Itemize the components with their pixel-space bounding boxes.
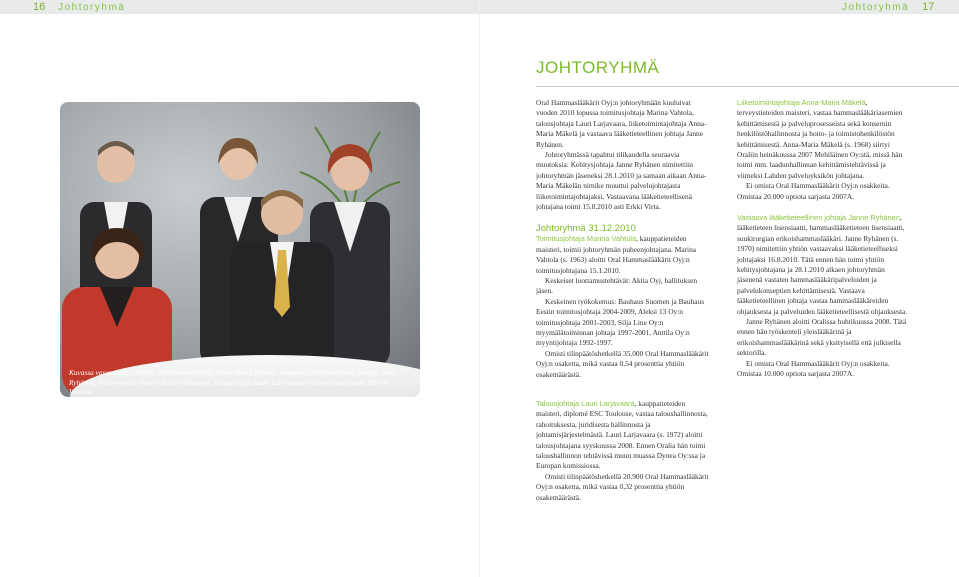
ryhanen-role: Vastaava lääketieteellinen johtaja Janne Ryhänen (737, 213, 900, 222)
team-subheading: Johtoryhmä 31.12.2010 (536, 223, 636, 234)
makela-paragraph (737, 98, 911, 181)
larjavaara-role: Talousjohtaja Lauri Larjavaara (536, 399, 635, 408)
text-column-1-team (536, 224, 712, 380)
vahtola-text: , kauppatieteiden maisteri, toimii johtoryhmän puheenjohtajana. Marina Vahtola (s. 1963) aloitti Oral Hammaslääkärit Oyj:n toimitusjohtajana 15.1.2010. (536, 234, 697, 275)
group-photo-illustration (60, 102, 420, 397)
ryhanen-paragraph (737, 213, 911, 317)
ryhanen-shares: Ei omista Oral Hammaslääkärit Oyj:n osakkeita. Omistaa 10.000 optiota sarjasta 2007A. (737, 358, 890, 379)
makela-role: Liiketoimintajohtaja Anna-Maria Mäkelä (737, 98, 866, 107)
vahtola-paragraph (536, 234, 712, 276)
page-title: JOHTORYHMÄ (536, 58, 660, 77)
text-column-2 (737, 98, 911, 202)
changes-paragraph: Johtoryhmässä tapahtui tilikaudella seuraavia muutoksia: Kehitysjohtaja Janne Ryhänen nimitettiin johtoryhmän jäseneksi 28.1.2010 ja samaan aikaan Anna-Maria Mäkelän nimike muuttui palvelujohtajasta liiketoimintajohtajaksi. Vastaavana lääketieteellisenä johtajana toimi 15.8.2010 asti Erkki Virta. (536, 150, 707, 212)
vahtola-experience: Keskeinen työkokemus: Bauhaus Suomen ja Bauhaus Eestin toimitusjohtaja 2004-2009, Aleksi 13 Oy:n toimitusjohtaja 2001-2003, Silja Line Oy:n myymälätoiminnan johtaja 1997-2001, Anttila Oy:n myyntijohtaja 1992-1997. (536, 296, 705, 348)
larjavaara-shares: Omisti tilinpäätöshetkellä 20.900 Oral Hammaslääkärit Oyj:n osaketta, mikä vastaa 0,32 prosenttia yhtiön osakemäärästä. (536, 471, 709, 502)
vahtola-shares: Omisti tilinpäätöshetkellä 35.000 Oral Hammaslääkärit Oyj:n osaketta, mikä vastaa 0,54 prosenttia yhtiön osakemäärästä. (536, 348, 709, 379)
right-page-number: 17 (922, 1, 935, 13)
ryhanen-background: Janne Ryhänen aloitti Oralissa huhtikuussa 2008. Tätä ennen hän työskenteli yleislääkärinä ja erikoishammaslääkärinä sekä yksityisellä että julkisella sektorilla. (737, 317, 907, 358)
larjavaara-paragraph (536, 399, 712, 472)
text-column-1 (536, 98, 712, 212)
management-team-photo (60, 102, 420, 397)
makela-text: , terveystieteiden maisteri, vastaa hammaslääkäriasemien kehittämisestä ja palveluprosesseista sekä konsernin henkilöstöhallinnosta ja hoito- ja toimistohenkilöstön kehittämisestä. Anna-Maria Mäkelä (s. 1968) siirtyi Oraliin heinäkuussa 2007 Mehiläinen Oy:stä, missä hän toimi mm. laadunhallinnan kehittämistehtävissä ja viimeksi Lahden palveluyksikön johtajana. (737, 98, 903, 180)
page-spine (479, 0, 480, 577)
larjavaara-text: , kauppatieteiden maisteri, diplomé ESC Toulouse, vastaa taloushallinnosta, rahoituksesta, juridisesta hallinnosta ja johtamisjärjestelmästä. Lauri Larjavaara (s. 1972) aloitti talousjohtajana syyskuussa 2008. Ennen Oralia hän toimi taloushallinnon tehtävissä muun muassa Dynea Oy:ssa ja Europan komissiossa. (536, 399, 708, 471)
intro-paragraph: Oral Hammaslääkärit Oyj:n johtoryhmään kuuluivat vuoden 2010 lopussa toimitusjohtaja Marina Vahtola, talousjohtaja Lauri Larjavaara, liiketoimintajohtaja Anna-Maria Mäkelä ja vastaava lääketieteellinen johtaja Janne Ryhänen. (536, 98, 707, 149)
photo-caption: Kuvassa vasemmalta oikealle liiketoimintajohtaja Anna-Maria Mäkelä, vastaava lääketieteellinen johtaja Janne Ryhänen, johtoryhmän sihteeri Helena Tikanoja, talousjohtaja Lauri Larjavaara sekä toimitusjohtaja Marina Vahtola. (69, 368, 398, 397)
left-page-header (33, 0, 125, 14)
left-running-title: Johtoryhmä (58, 2, 126, 13)
right-page-header (842, 0, 934, 14)
makela-shares: Ei omista Oral Hammaslääkärit Oyj:n osakkeita. Omistaa 20.000 optiota sarjasta 2007A. (737, 181, 890, 201)
vahtola-positions: Keskeiset luottamustehtävät: Aktia Oyj, hallituksen jäsen. (536, 276, 698, 296)
vahtola-role: Toimitusjohtaja Marina Vahtola (536, 234, 637, 244)
text-column-1-larjavaara (536, 399, 712, 503)
title-rule (536, 86, 959, 87)
left-page-number: 16 (33, 1, 46, 13)
ryhanen-text: , lääketieteen lisensiaatti, hammaslääketieteen lisensiaatti, suukirurgian erikoishammaslääkäri. Janne Ryhänen (s. 1970) nimitettiin yhtiön vastaavaksi lääketieteelliseksi johtajaksi 16.8.2010. Tätä ennen hän toimi yhtiön kehitysjohtajana ja 28.1.2010 alkaen johtoryhmän jäsenenä vastaten hammaslääkäripalveluiden ja palvelukonseptien kehittämisestä. Vastaava lääketieteellinen johtaja vastaa hammaslääkäreiden ohjauksesta ja palveluiden lääketieteellisestä ohjauksesta. (737, 213, 908, 316)
right-running-title: Johtoryhmä (842, 2, 910, 13)
text-column-2-ryhanen (737, 213, 911, 380)
